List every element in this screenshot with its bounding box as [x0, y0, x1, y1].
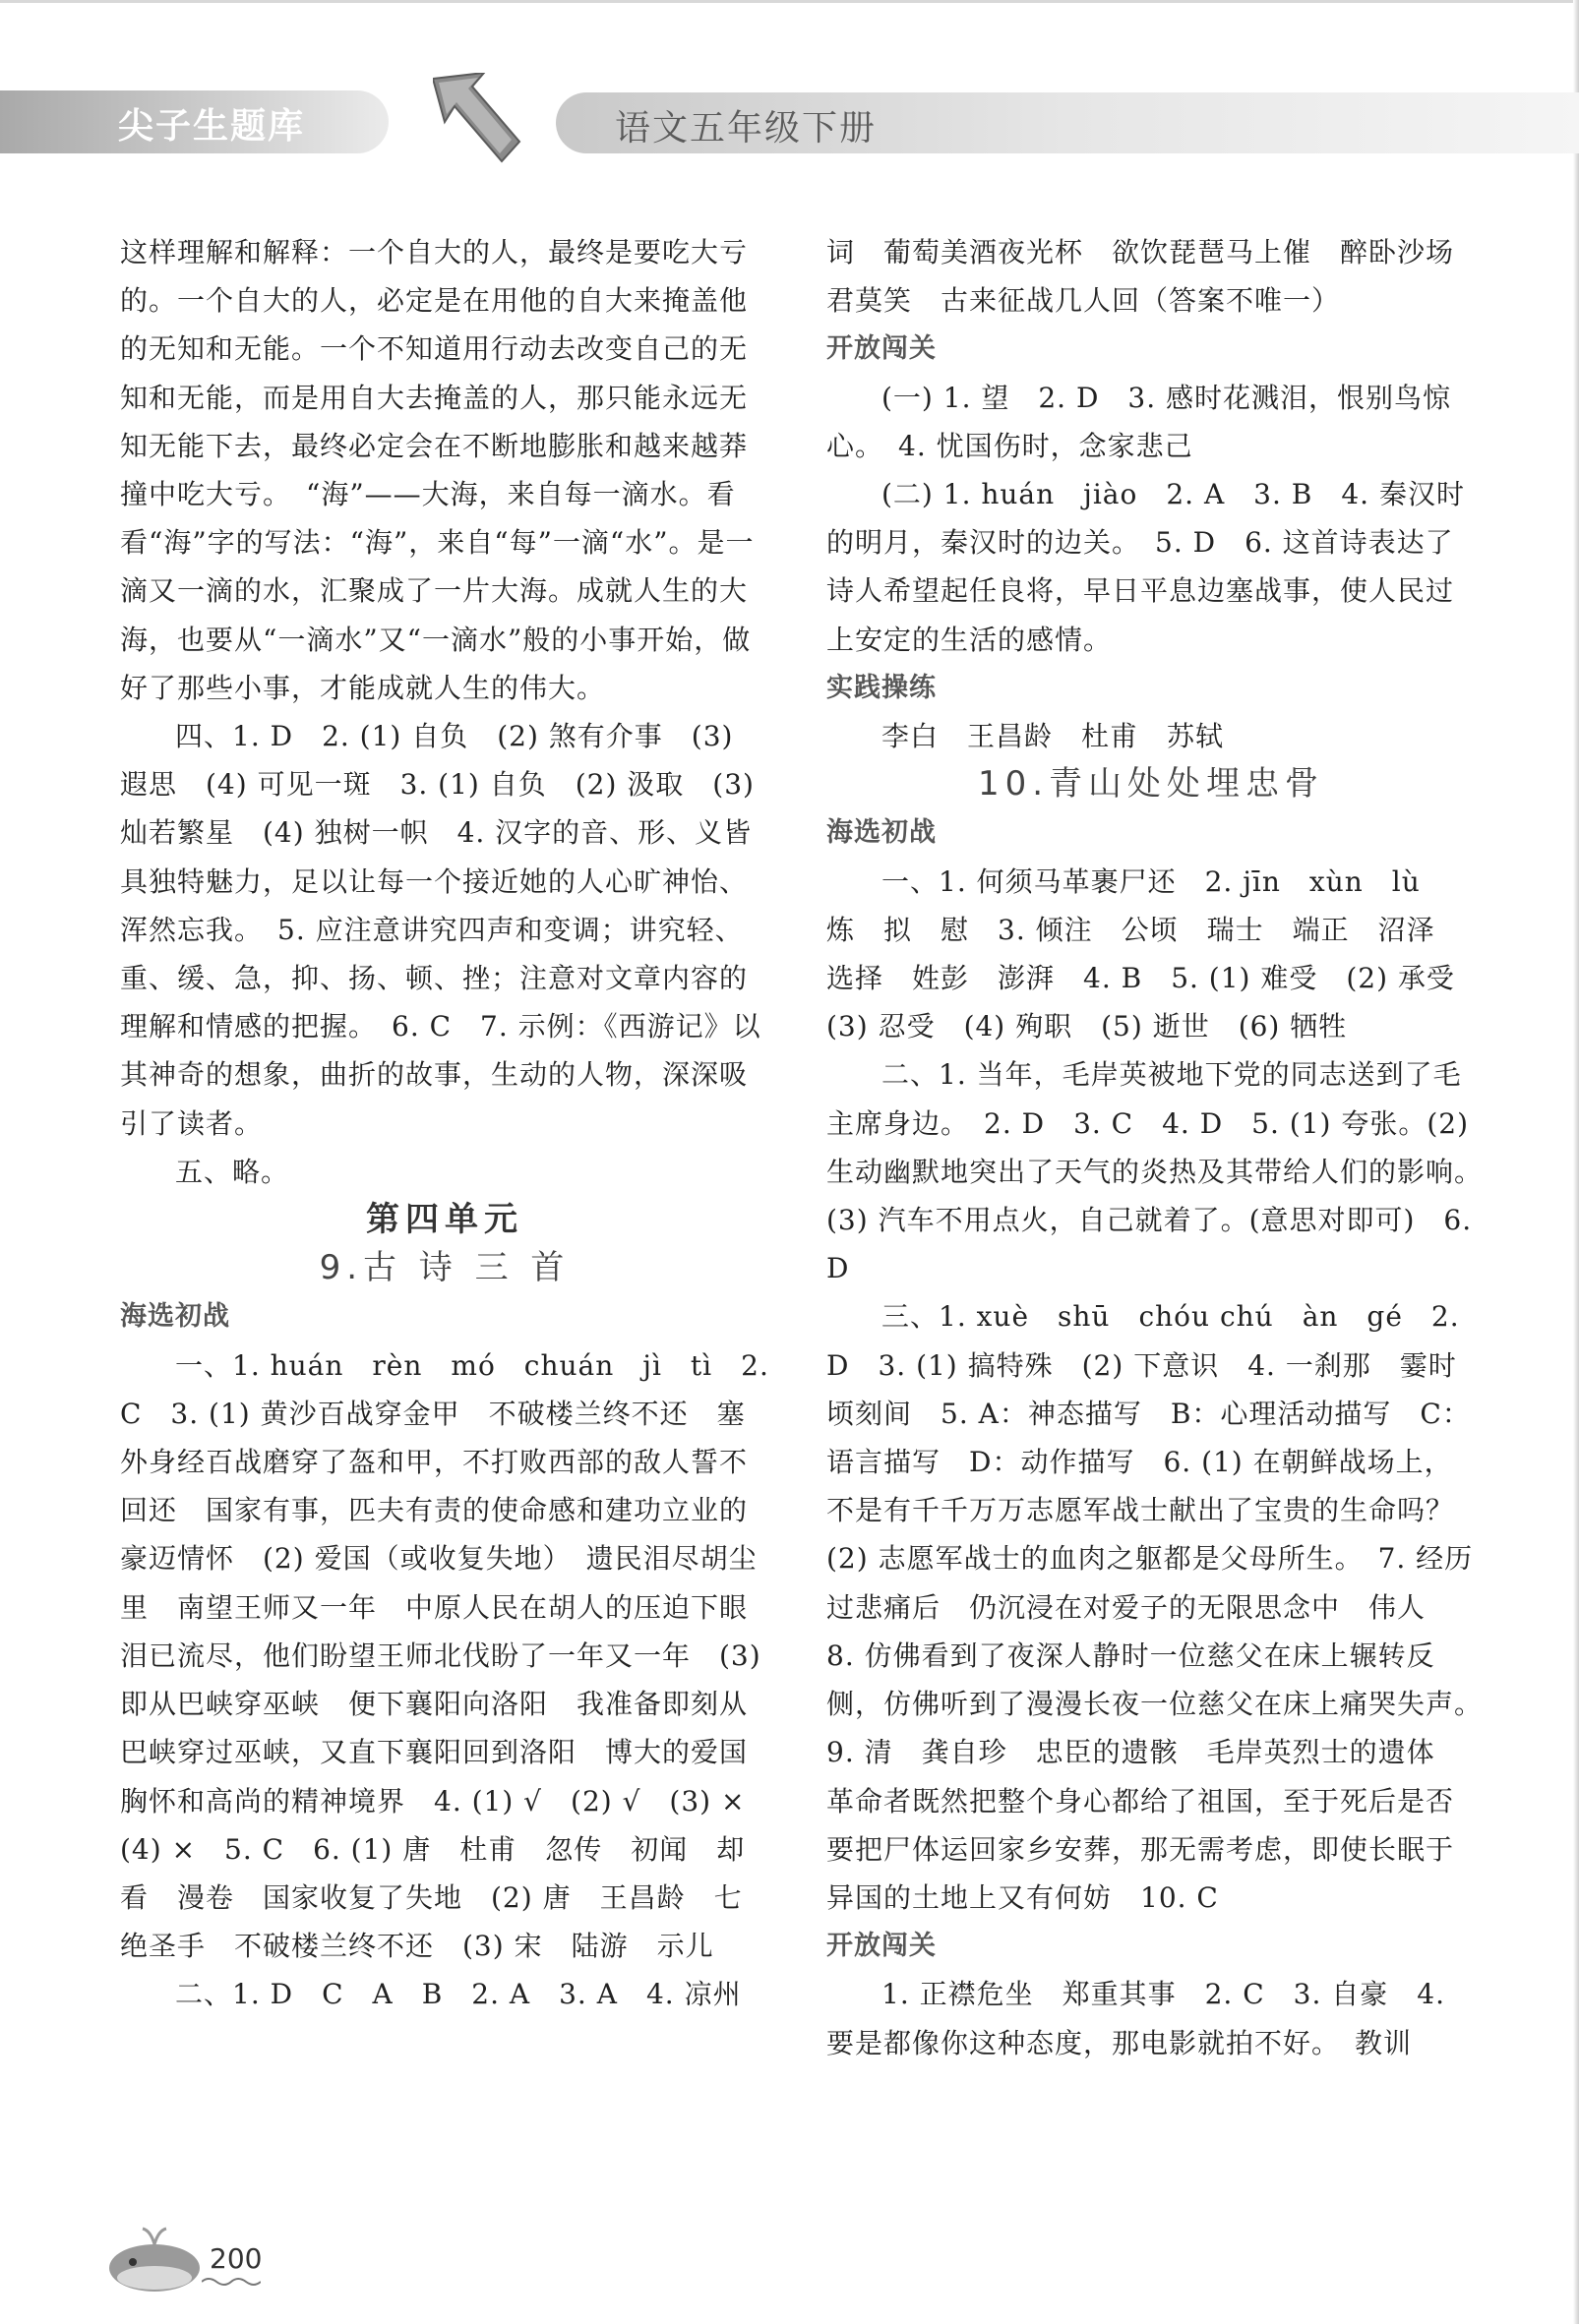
subject-title: 语文五年级下册 — [615, 108, 878, 149]
answer-paragraph: (一) 1. 望 2. D 3. 感时花溅泪，恨别鸟惊心。 4. 忧国伤时，念家悲己 — [826, 381, 1452, 462]
answer-paragraph: 三、1. xuè shū chóu chú àn gé 2. D 3. (1) 搞特殊 (2) 下意识 4. 一刹那 霎时 顷刻间 5. A：神态描写 B：心理活动描写 C：语言描写 D：动作描写 6. (1) 在朝鲜战场上，不是有千千万万志愿军战士献出了宝贵的生命吗？ (2) 志愿军战士的血肉之躯都是父母所生。 7. 经历过悲痛后 仍沉浸在对爱子的无限思念中 伟人 8. 仿佛看到了夜深人静时一位慈父在床上辗转反侧，仿佛听到了漫漫长夜一位慈父在床上痛哭失声。 9. 清 龚自珍 忠臣的遗骸 毛岸英烈士的遗体 革命者既然把整个身心都给了祖国，至于死后是否要把尸体运回家乡安葬，那无需考虑，即使长眠于异国的土地上又有何妨 10. C — [826, 1300, 1498, 1914]
answer-paragraph: 五、略。 — [175, 1155, 290, 1188]
answer-paragraph: (二) 1. huán jiào 2. A 3. B 4. 秦汉时的明月，秦汉时的边关。 5. D 6. 这首诗表达了诗人希望起任良将，早日平息边塞战事，使人民过上安定的生活的感情。 — [826, 478, 1465, 656]
page-header — [0, 0, 1579, 167]
answer-paragraph: 1. 正襟危坐 郑重其事 2. C 3. 自豪 4. 要是都像你这种态度，那电影就拍不好。 教训 — [826, 1978, 1445, 2059]
lesson-title: 9.古 诗 三 首 — [319, 1248, 571, 1288]
section-heading: 实践操练 — [826, 672, 937, 703]
whale-icon — [103, 2225, 212, 2294]
section-heading: 海选初战 — [120, 1301, 230, 1333]
section-heading: 开放闯关 — [826, 333, 937, 365]
answer-paragraph: 这样理解和解释：一个自大的人，最终是要吃大亏的。一个自大的人，必定是在用他的自大来掩盖他的无知和无能。一个不知道用行动去改变自己的无知和无能，而是用自大去掩盖的人，那只能永远无知无能下去，最终必定会在不断地膨胀和越来越莽撞中吃大亏。 “海”——大海，来自每一滴水。看看“海”字的写法：“海”，来自“每”一滴“水”。是一滴又一滴的水，汇聚成了一片大海。成就人生的大海，也要从“一滴水”又“一滴水”般的小事开始，做好了那些小事，才能成就人生的伟大。 — [120, 236, 755, 704]
unit-title: 第四单元 — [366, 1200, 523, 1240]
answer-paragraph: 一、1. huán rèn mó chuán jì tì 2. C 3. (1) 黄沙百战穿金甲 不破楼兰终不还 塞外身经百战磨穿了盔和甲，不打败西部的敌人誓不回还 国家有事，匹夫有责的使命感和建功立业的豪迈情怀 (2) 爱国（或收复失地） 遗民泪尽胡尘里 南望王师又一年 中原人民在胡人的压迫下眼泪已流尽，他们盼望王师北伐盼了一年又一年 (3) 即从巴峡穿巫峡 便下襄阳向洛阳 我准备即刻从巴峡穿过巫峡，又直下襄阳回到洛阳 博大的爱国胸怀和高尚的精神境界 4. (1) √ (2) √ (3) × (4) × 5. C 6. (1) 唐 杜甫 忽传 初闻 却看 漫卷 国家收复了失地 (2) 唐 王昌龄 七绝圣手 不破楼兰终不还 (3) 宋 陆游 示儿 — [120, 1348, 774, 1963]
section-heading: 开放闯关 — [826, 1931, 937, 1962]
lesson-title: 10.青山处处埋忠骨 — [977, 764, 1325, 804]
arrow-icon — [433, 73, 521, 167]
answer-paragraph: 四、1. D 2. (1) 自负 (2) 煞有介事 (3) 遐思 (4) 可见一斑 3. (1) 自负 (2) 汲取 (3) 灿若繁星 (4) 独树一帜 4. 汉字的音、形、义皆具独特魅力，足以让每一个接近她的人心旷神怡、浑然忘我。 5. 应注意讲究四声和变调；讲究轻、重、缓、急，抑、扬、顿、挫；注意对文章内容的理解和情感的把握。 6. C 7. 示例：《西游记》以其神奇的想象，曲折的故事，生动的人物，深深吸引了读者。 — [120, 720, 761, 1140]
answer-paragraph: 词 葡萄美酒夜光杯 欲饮琵琶马上催 醉卧沙场君莫笑 古来征战几人回（答案不唯一） — [826, 236, 1455, 318]
answer-paragraph: 一、1. 何须马革裹尸还 2. jīn xùn lù 炼 拟 慰 3. 倾注 公顷 瑞士 端正 沼泽 选择 姓彭 澎湃 4. B 5. (1) 难受 (2) 承受 (3) 忍受 (4) 殉职 (5) 逝世 (6) 牺牲 — [826, 864, 1484, 1043]
answer-paragraph: 李白 王昌龄 杜甫 苏轼 — [881, 720, 1225, 753]
left-column — [120, 228, 774, 2019]
wave-icon — [202, 2276, 261, 2288]
page-number: 200 — [210, 2242, 263, 2275]
section-heading: 海选初战 — [826, 817, 937, 849]
page-footer — [103, 2225, 261, 2294]
page-edge-shadow — [1573, 0, 1579, 2324]
answer-paragraph: 二、1. 当年，毛岸英被地下党的同志送到了毛主席身边。 2. D 3. C 4. D 5. (1) 夸张。(2) 生动幽默地突出了天气的炎热及其带给人们的影响。 (3) 汽车不用点火，自己就着了。(意思对即可) 6. D — [826, 1058, 1498, 1285]
brand-title: 尖子生题库 — [118, 106, 306, 147]
right-column — [826, 228, 1498, 2067]
answer-paragraph: 二、1. D C A B 2. A 3. A 4. 凉州 — [175, 1978, 742, 2011]
